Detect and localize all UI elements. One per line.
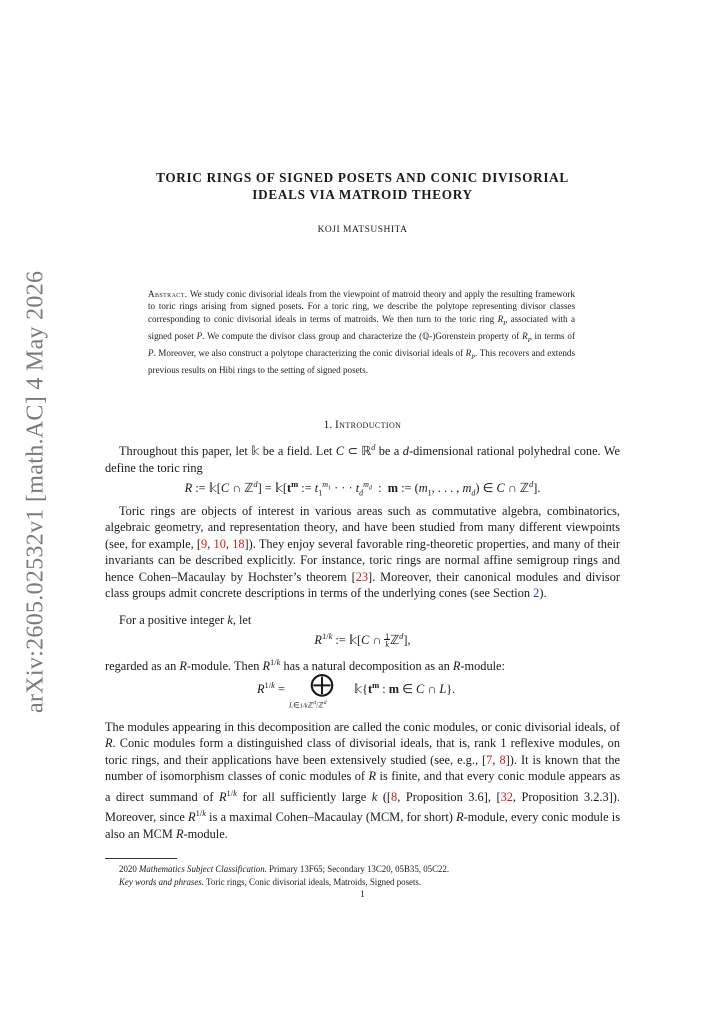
author-name: KOJI MATSUSHITA [317, 225, 408, 235]
paragraph-2: Toric rings are objects of interest in various areas such as commutative algebra, combinatorics, algebraic geometry, and representation theory, and have been studied from many different viewpoints (see, for example, [9, 10, 18]). They enjoy several favorable ring-theoretic properties, and many of their invariants can be described explicitly. For instance, toric rings are normal affine semigroup rings and hence Cohen–Macaulay by Hochster’s theorem [23]. Moreover, their canonical modules and divisor class groups admit concrete descriptions in terms of the underlying cones (see Section 2). [105, 504, 621, 601]
equation-r-one-over-k: $R^{1/k}$ := 𝕜[C ∩ 1 kℤ$^d$], [314, 631, 411, 650]
section-2-link[interactable]: 2 [533, 586, 540, 601]
citation-7[interactable]: 7 [486, 752, 493, 767]
section-number: 1. [323, 419, 333, 431]
equation-decomposition: $R^{1/k}$ = ⨁ L∈1/kℤ$^d$/ℤ$^d$ $𝕜\{t^m$ : m ∈ C ∩ L}. [257, 672, 456, 710]
footnote-msc: 2020 Mathematics Subject Classification. Primary 13F65; Secondary 13C20, 05B35, 05C22. [119, 864, 450, 874]
citation-23[interactable]: 23 [355, 569, 369, 584]
citation-9[interactable]: 9 [201, 536, 208, 551]
direct-sum-symbol: ⨁ [310, 672, 334, 698]
section-heading [105, 419, 620, 431]
footnote-divider [105, 858, 177, 859]
citation-10[interactable]: 10 [213, 536, 226, 551]
direct-sum-index: L∈1/kℤ$^d$/ℤ$^d$ [289, 700, 327, 710]
citation-8-b[interactable]: 8 [391, 789, 398, 804]
page-number: 1 [360, 890, 365, 900]
paragraph-3: For a positive integer k, let [119, 613, 252, 627]
citation-8[interactable]: 8 [499, 752, 506, 767]
arxiv-identifier-stamp: arXiv:2605.02532v1 [math.AC] 4 May 2026 [22, 270, 49, 714]
paragraph-4: regarded as an R-module. Then $R^{1/k}$ has a natural decomposition as an R-module: [105, 657, 505, 674]
equation-toric-ring: R := 𝕜[C ∩ ℤ$^d$] = $𝕜[t^m$ := $t_1^{m_1}$ · · · $t_d^{m_d}$ : m := ($m_1$, . . . , $m_d$) ∈ C ∩ ℤ$^d$]. [184, 479, 541, 498]
paragraph-5: The modules appearing in this decomposition are called the conic modules, or conic divisorial ideals, of R. Conic modules form a distinguished class of divisorial ideals, that is, rank 1 reflexive modules, on toric rings, and their applications have been extensively studied (see, e.g., [7, 8]). It is known that the number of isomorphism classes of conic modules of R is finite, and that every conic module appears as a direct summand of $R^{1/k}$ for all sufficiently large k ([8, Proposition 3.6], [32, Proposition 3.2.3]). Moreover, since $R^{1/k}$ is a maximal Cohen–Macaulay (MCM, for short) R-module, every conic module is also an MCM R-module. [105, 720, 621, 841]
citation-32[interactable]: 32 [500, 789, 513, 804]
section-title: Introduction [334, 419, 402, 431]
paper-title-line-1: TORIC RINGS OF SIGNED POSETS AND CONIC DIVISORIAL [156, 170, 569, 185]
footnote-keywords: Key words and phrases. Toric rings, Conic divisorial ideals, Matroids, Signed posets. [119, 877, 422, 887]
citation-18[interactable]: 18 [232, 536, 245, 551]
paper-title-line-2: IDEALS VIA MATROID THEORY [252, 187, 473, 202]
paragraph-1: Throughout this paper, let 𝕜 be a field. Let C ⊂ ℝ$^d$ be a d-dimensional rational polyhedral cone. We define the toric ring [105, 442, 620, 475]
abstract-label: Abstract. [148, 289, 188, 299]
abstract: Abstract. We study conic divisorial ideals from the viewpoint of matroid theory and apply the resulting framework to toric rings arising from signed posets. For a toric ring, we describe the polytope representing divisor classes corresponding to conic divisorial ideals in terms of matroids. We then turn to the toric ring $R_P$ associated with a signed poset P. We compute the divisor class group and characterize the (ℚ-)Gorenstein property of $R_P$ in terms of P. Moreover, we also construct a polytope characterizing the conic divisorial ideals of $R_P$. This recovers and extends previous results on Hibi rings to the setting of signed posets. [148, 289, 576, 375]
